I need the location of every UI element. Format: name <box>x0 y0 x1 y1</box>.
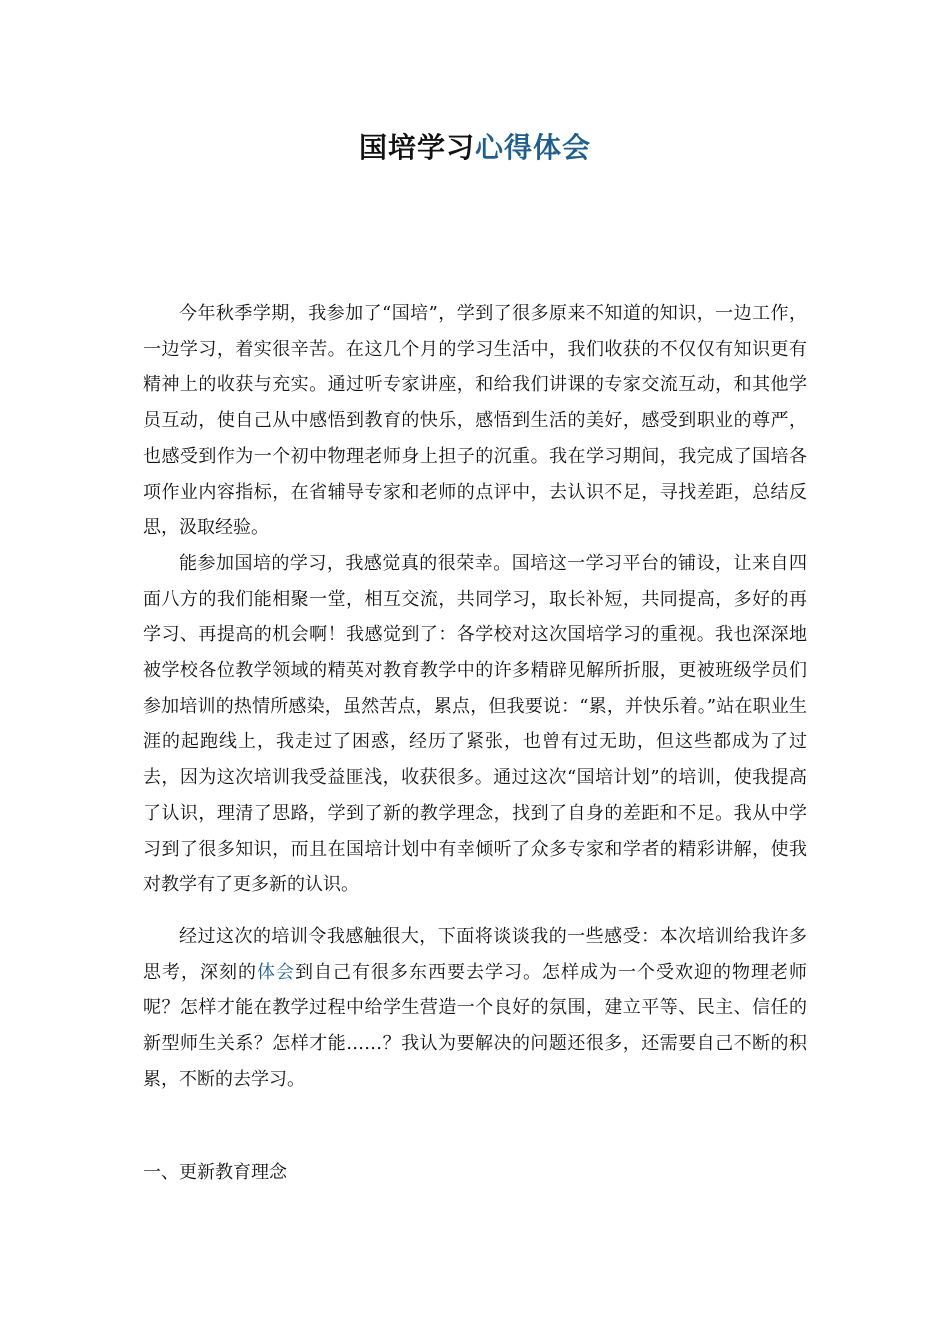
paragraph-3-text-a: 经过这次的培训令我感触很大，下面将谈谈我的一些感受：本次培训给我许多思考，深刻的 <box>143 925 807 983</box>
paragraph-3-text-b: 到自己有很多东西要去学习。怎样成为一个受欢迎的物理老师呢？怎样才能在教学过程中给学生营造一个良好的氛围，建立平等、民主、信任的新型师生关系？怎样才能……？我认为要解决的问题还很多，还需要自己不断的积累，不断的去学习。 <box>143 961 807 1090</box>
title-text: 国培学习 <box>358 131 475 164</box>
title-accent-text: 心得体会 <box>475 131 592 164</box>
document-title <box>0 128 950 168</box>
document-body <box>143 296 807 1097</box>
paragraph-3 <box>143 919 807 1098</box>
paragraph-1: 今年秋季学期，我参加了“国培”，学到了很多原来不知道的知识，一边工作，一边学习，着实很辛苦。在这几个月的学习生活中，我们收获的不仅仅有知识更有精神上的收获与充实。通过听专家讲座，和给我们讲课的专家交流互动，和其他学员互动，使自己从中感悟到教育的快乐，感悟到生活的美好，感受到职业的尊严，也感受到作为一个初中物理老师身上担子的沉重。我在学习期间，我完成了国培各项作业内容指标，在省辅导专家和老师的点评中，去认识不足，寻找差距，总结反思，汲取经验。 <box>143 303 807 539</box>
paragraph-3-link[interactable]: 体会 <box>257 961 295 983</box>
paragraph-2: 能参加国培的学习，我感觉真的很荣幸。国培这一学习平台的铺设，让来自四面八方的我们能相聚一堂，相互交流，共同学习，取长补短，共同提高，多好的再学习、再提高的机会啊！我感觉到了：各学校对这次国培学习的重视。我也深深地被学校各位教学领域的精英对教育教学中的许多精辟见解所折服，更被班级学员们参加培训的热情所感染，虽然苦点，累点，但我要说：“累，并快乐着。”站在职业生涯的起跑线上，我走过了困惑，经历了紧张，也曾有过无助，但这些都成为了过去，因为这次培训我受益匪浅，收获很多。通过这次“国培计划”的培训，使我提高了认识，理清了思路，学到了新的教学理念，找到了自身的差距和不足。我从中学习到了很多知识，而且在国培计划中有幸倾听了众多专家和学者的精彩讲解，使我对教学有了更多新的认识。 <box>143 552 807 896</box>
section-heading-1: 一、更新教育理念 <box>143 1162 287 1183</box>
